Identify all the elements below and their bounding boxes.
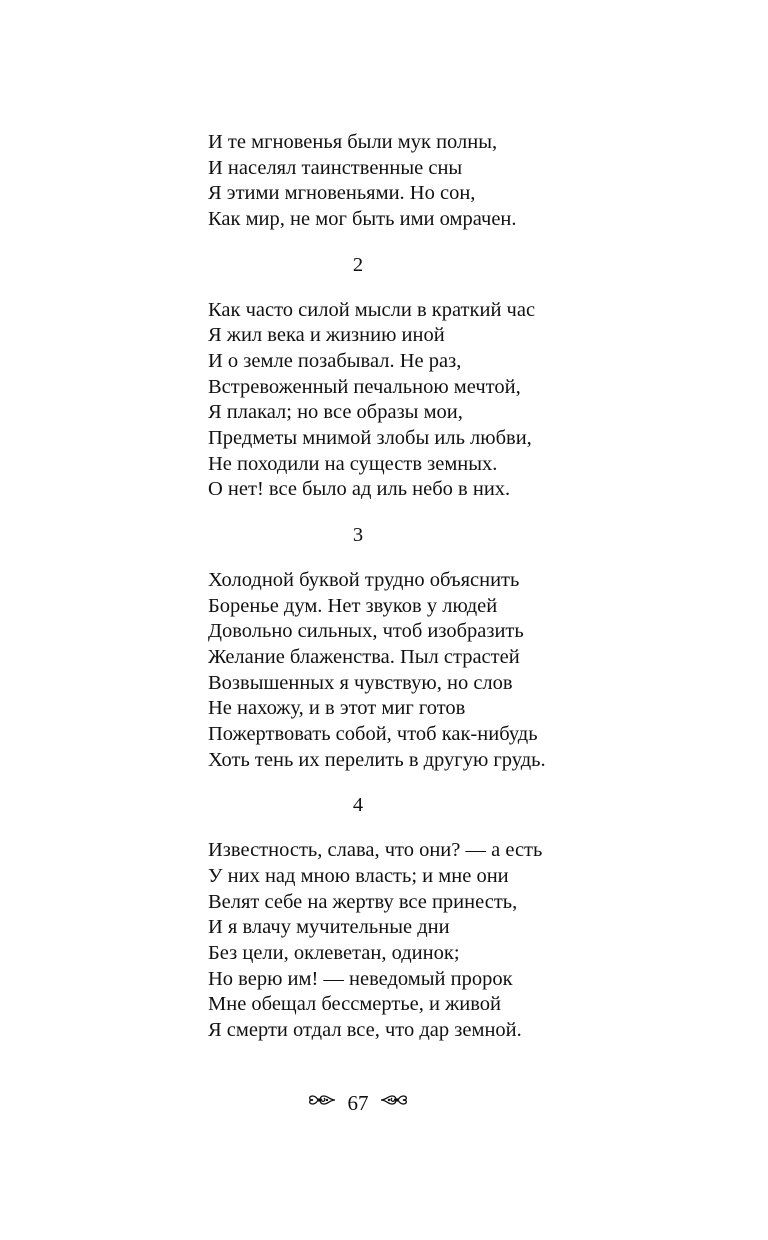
verse-line: Встревоженный печальною мечтой, <box>208 375 521 398</box>
verse-line: Пожертвовать собой, чтоб как-нибудь <box>208 723 538 746</box>
stanza-2 <box>208 298 668 504</box>
stanza-number: 2 <box>352 253 364 276</box>
stanza-1 <box>208 130 668 233</box>
verse-line: Возвышенных я чувствую, но слов <box>208 671 513 694</box>
verse-line: Велят себе на жертву все принесть, <box>208 890 518 913</box>
verse-line: Как часто силой мысли в краткий час <box>208 298 536 321</box>
verse-line: Без цели, оклеветан, одинок; <box>208 941 460 964</box>
stanza-3 <box>208 568 668 774</box>
verse-line: И населял таинственные сны <box>208 156 463 179</box>
stanza-4 <box>208 838 668 1044</box>
verse-line: Предметы мнимой злобы иль любви, <box>208 427 532 450</box>
verse-line: Не нахожу, и в этот миг готов <box>208 697 466 720</box>
verse-line: Хоть тень их перелить в другую грудь. <box>208 748 546 771</box>
verse-line: И я влачу мучительные дни <box>208 916 450 939</box>
stanza-number: 3 <box>352 524 364 547</box>
verse-line: Холодной буквой трудно объяснить <box>208 568 520 591</box>
poem-text <box>208 130 668 1044</box>
verse-line: О нет! все было ад иль небо в них. <box>208 478 511 501</box>
verse-line: Мне обещал бессмертье, и живой <box>208 993 502 1016</box>
verse-line: Я смерти отдал все, что дар земной. <box>208 1019 522 1042</box>
verse-line: Известность, слава, что они? — а есть <box>208 839 543 862</box>
verse-line: Но верю им! — неведомый пророк <box>208 967 513 990</box>
verse-line: И о земле позабывал. Не раз, <box>208 349 462 372</box>
verse-line: Я этими мгновеньями. Но сон, <box>208 182 476 205</box>
floral-ornament-icon <box>308 1087 336 1115</box>
verse-line: Не походили на существ земных. <box>208 452 498 475</box>
verse-line: Желание блаженства. Пыл страстей <box>208 645 520 668</box>
verse-line: Боренье дум. Нет звуков у людей <box>208 594 498 617</box>
verse-line: Как мир, не мог быть ими омрачен. <box>208 208 517 231</box>
page-folio <box>0 1087 716 1117</box>
floral-ornament-icon <box>380 1087 408 1115</box>
verse-line: Я плакал; но все образы мои, <box>208 401 463 424</box>
verse-line: Я жил века и жизнию иной <box>208 324 445 347</box>
page-number: 67 <box>347 1091 369 1116</box>
verse-line: И те мгновенья были мук полны, <box>208 131 498 153</box>
verse-line: Довольно сильных, чтоб изобразить <box>208 620 524 643</box>
stanza-number: 4 <box>352 794 364 817</box>
verse-line: У них над мною власть; и мне они <box>208 864 509 887</box>
